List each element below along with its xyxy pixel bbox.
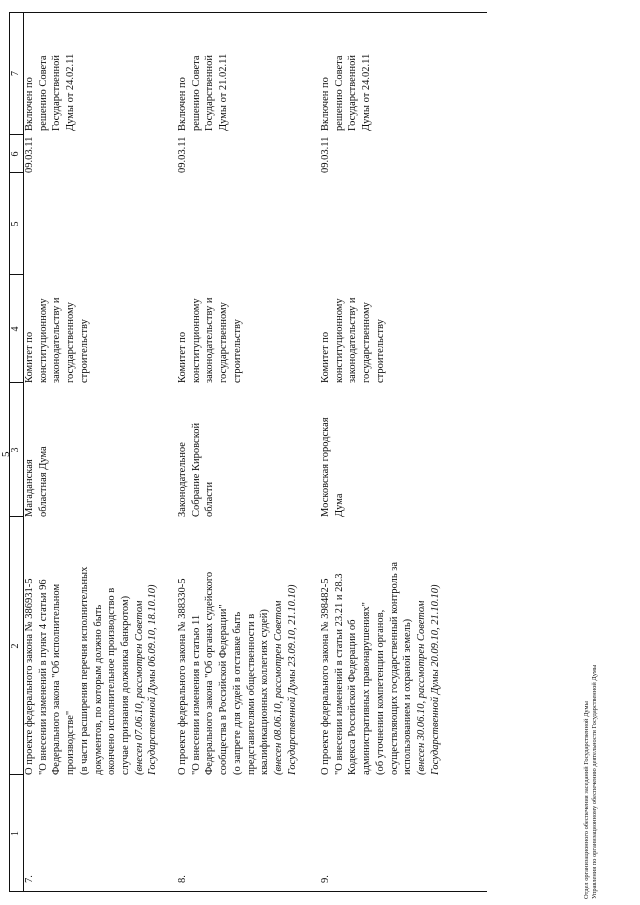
- col-header-7: 7: [10, 71, 21, 76]
- inclusion-decision: Включен по решению Совета Государственной Думы от 24.02.11: [24, 53, 77, 131]
- page-number: 5: [0, 451, 12, 457]
- col-header-2: 2: [10, 643, 21, 649]
- bill-title: О проекте федерального закона № 386931-5 "О внесении изменений в пункт 4 статьи 96 Федерального закона "Об исполнительном производстве" (в части расширения перечня исполнительных документов, по которым должно быть окончено исполнительное производство в случае признания должника банкротом) (внесен 07.06.10, рассмотрен Советом Государственной Думы 06.09.10, 18.10.10): [24, 566, 159, 775]
- row-number: 8.: [177, 875, 188, 883]
- inclusion-decision: Включен по решению Совета Государственной Думы от 24.02.11: [320, 53, 373, 131]
- col-header-1: 1: [10, 831, 21, 836]
- col-header-6: 6: [10, 151, 21, 157]
- row-number: 7.: [24, 875, 35, 883]
- row-number: 9.: [320, 875, 331, 883]
- bill-title: О проекте федерального закона № 398482-5 "О внесении изменений в статьи 23.21 и 28.3 Кодекса Российской Федерации об административных правонарушениях" (об уточнении компетенции органов, осуществляющих государственный контроль за использованием и охраной земель) (внесен 30.06.10, рассмотрен Советом Государственной Думы 20.09.10, 21.10.10): [320, 561, 441, 775]
- footer-department: Отдел организационного обеспечения заседаний Государственной Думы Управления по организационному обеспечению деятельности Государственной Думы: [583, 664, 599, 899]
- consideration-date: 09.03.11: [177, 136, 188, 173]
- responsible-committee: Комитет по конституционному законодательству и государственному строительству: [24, 297, 90, 383]
- consideration-date: 09.03.11: [320, 136, 331, 173]
- col-header-3: 3: [10, 447, 21, 453]
- bill-initiator: Законодательное Собрание Кировской области: [177, 422, 216, 517]
- consideration-date: 09.03.11: [24, 136, 35, 173]
- responsible-committee: Комитет по конституционному законодательству и государственному строительству: [320, 297, 386, 383]
- bill-initiator: Московская городская Дума: [320, 417, 345, 517]
- bill-title: О проекте федерального закона № 388330-5 "О внесении изменения в статью 11 Федерального закона "Об органах судейского сообщества в Российской Федерации" (о запрете для судей в отставке быть представителями общественности в квалификационных коллегиях судей) (внесен 08.06.10, рассмотрен Советом Государственной Думы 23.09.10, 21.10.10): [177, 571, 298, 775]
- responsible-committee: Комитет по конституционному законодательству и государственному строительству: [177, 297, 243, 383]
- col-header-4: 4: [10, 326, 21, 332]
- col-header-5: 5: [10, 221, 21, 227]
- inclusion-decision: Включен по решению Совета Государственной Думы от 21.02.11: [177, 53, 230, 131]
- bill-initiator: Магаданская областная Дума: [24, 446, 49, 517]
